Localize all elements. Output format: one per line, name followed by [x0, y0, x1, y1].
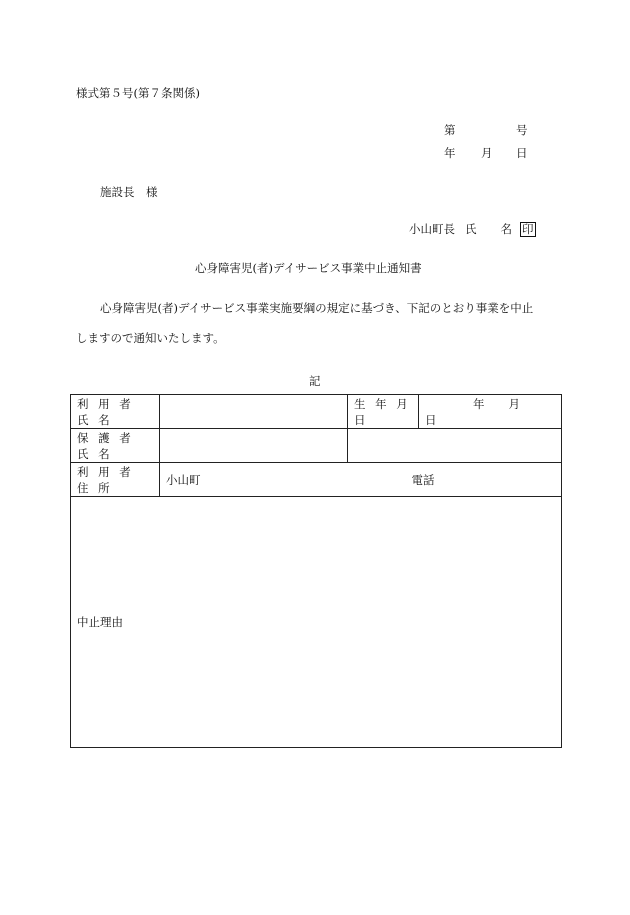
guardian-name-label: 保 護 者 氏 名 — [71, 429, 160, 463]
cancellation-reason-label: 中止理由 — [77, 615, 123, 629]
form-number: 様式第５号(第７条関係) — [76, 86, 200, 100]
address-prefix: 小山町 — [166, 472, 201, 487]
document-number-suffix: 号 — [516, 123, 528, 137]
seal-mark: 印 — [522, 222, 534, 236]
ki-heading: 記 — [309, 374, 321, 388]
date-day-label: 日 — [516, 146, 528, 160]
body-text-line-1: 心身障害児(者)デイサービス事業実施要綱の規定に基づき、下記のとおり事業を中止 — [100, 301, 534, 315]
user-address-field[interactable] — [160, 463, 562, 497]
user-name-field[interactable] — [160, 395, 348, 429]
addressee: 施設長 様 — [100, 185, 158, 199]
user-address-label: 利 用 者 住 所 — [71, 463, 160, 497]
phone-label: 電話 — [411, 472, 435, 487]
document-title: 心身障害児(者)デイサービス事業中止通知書 — [195, 261, 422, 275]
birth-month-label: 月 — [508, 396, 520, 411]
sender-title: 小山町長 — [409, 222, 455, 236]
body-text-line-2: しますので通知いたします。 — [76, 331, 225, 345]
document-number-prefix: 第 — [444, 123, 456, 137]
user-name-label: 利 用 者 氏 名 — [71, 395, 160, 429]
date-year-label: 年 — [444, 146, 456, 160]
sender-block — [409, 221, 536, 237]
user-info-table — [70, 394, 562, 748]
sender-name-label-2: 名 — [500, 222, 512, 236]
birth-day-label: 日 — [425, 412, 437, 427]
table-row — [71, 463, 562, 497]
table-row — [71, 395, 562, 429]
guardian-name-field[interactable] — [160, 429, 348, 463]
table-row — [71, 429, 562, 463]
cancellation-reason-field[interactable] — [71, 497, 562, 748]
birth-year-label: 年 — [473, 396, 485, 411]
sender-name-label-1: 氏 — [465, 222, 477, 236]
guardian-extra-field[interactable] — [348, 429, 562, 463]
date-month-label: 月 — [481, 146, 493, 160]
birth-date-label: 生 年 月 日 — [348, 395, 419, 429]
birth-date-field[interactable] — [419, 395, 562, 429]
table-row — [71, 497, 562, 748]
